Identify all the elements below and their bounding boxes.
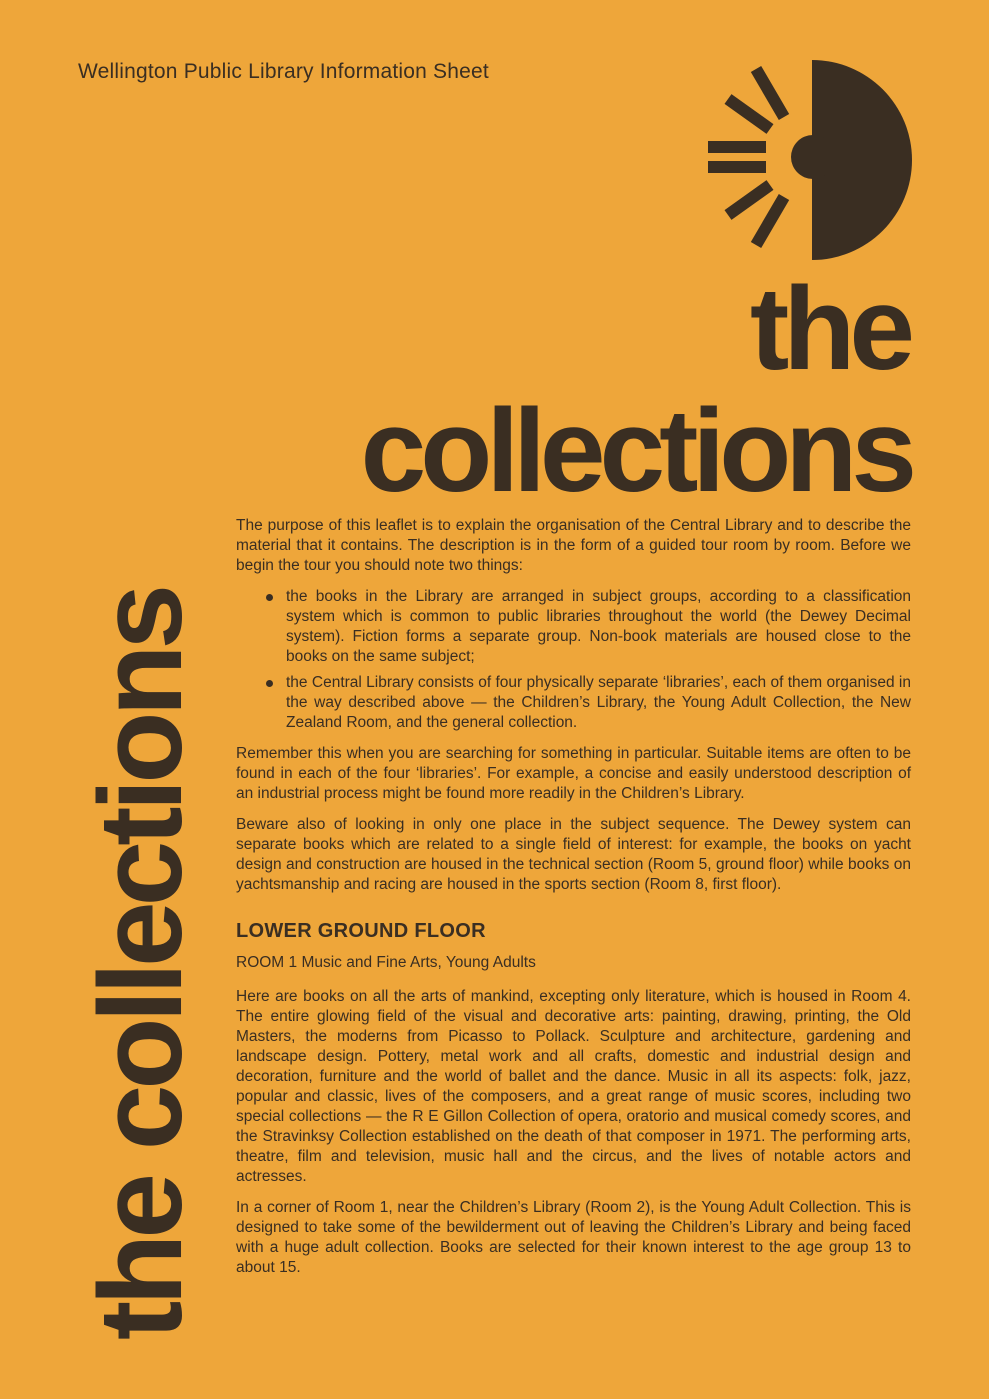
section-heading-lower-ground-floor: LOWER GROUND FLOOR: [236, 920, 486, 942]
list-item: the Central Library consists of four physically separate ‘libraries’, each of them organised in the way described above — the Children’s Library, the Young Adult Collection, the New Zealand Room, and the general collection.: [286, 674, 911, 731]
dewey-paragraph: Beware also of looking in only one place in the subject sequence. The Dewey system can separate books which are related to a single field of interest: for example, the books on yacht design and construction are housed in the technical section (Room 5, ground floor) while books on yachtsmanship and racing are housed in the sports section (Room 8, first floor).: [236, 816, 911, 893]
vertical-side-title: the collections: [75, 588, 207, 1340]
sheet-header: Wellington Public Library Information Sheet: [78, 60, 489, 83]
main-title-the: the: [750, 263, 909, 395]
list-item: the books in the Library are arranged in subject groups, according to a classification system which is common to public libraries throughout the world (the Dewey Decimal system). Fiction forms a separate group. Non-book materials are housed close to the books on the same subject;: [286, 588, 911, 665]
young-adult-paragraph: In a corner of Room 1, near the Children’s Library (Room 2), is the Young Adult Collection. This is designed to take some of the bewilderment out of leaving the Children’s Library and being faced with a huge adult collection. Books are selected for their known interest to the age group 13 to about 15.: [236, 1199, 911, 1276]
reminder-paragraph: Remember this when you are searching for something in particular. Suitable items are often to be found in each of the four ‘libraries’. For example, a concise and easily understood description of an industrial process might be found more readily in the Children’s Library.: [236, 745, 911, 802]
main-title-collections: collections: [360, 385, 911, 517]
room-1-paragraph: Here are books on all the arts of mankind, excepting only literature, which is housed in Room 4. The entire glowing field of the visual and decorative arts: painting, drawing, printing, the Old Masters, the moderns from Picasso to Pollack. Sculpture and architecture, gardening and landscape design. Pottery, metal work and all crafts, domestic and industrial design and decoration, furniture and the world of ballet and the dance. Music in all its aspects: folk, jazz, popular and classic, lives of the composers, and a great range of music scores, including two special collections — the R E Gillon Collection of opera, oratorio and musical comedy scores, and the Stravinksy Collection established on the death of that composer in 1971. The performing arts, theatre, film and television, music hall and the circus, and the lives of notable actors and actresses.: [236, 988, 911, 1185]
intro-paragraph: The purpose of this leaflet is to explain the organisation of the Central Library and to describe the material that it contains. The description is in the form of a guided tour room by room. Before we begin the tour you should note two things:: [236, 517, 911, 574]
library-sun-logo-icon: [700, 55, 915, 260]
intro-bullet-list: [236, 587, 911, 733]
body-text: [236, 516, 911, 1289]
room-heading: ROOM 1 Music and Fine Arts, Young Adults: [236, 954, 536, 971]
